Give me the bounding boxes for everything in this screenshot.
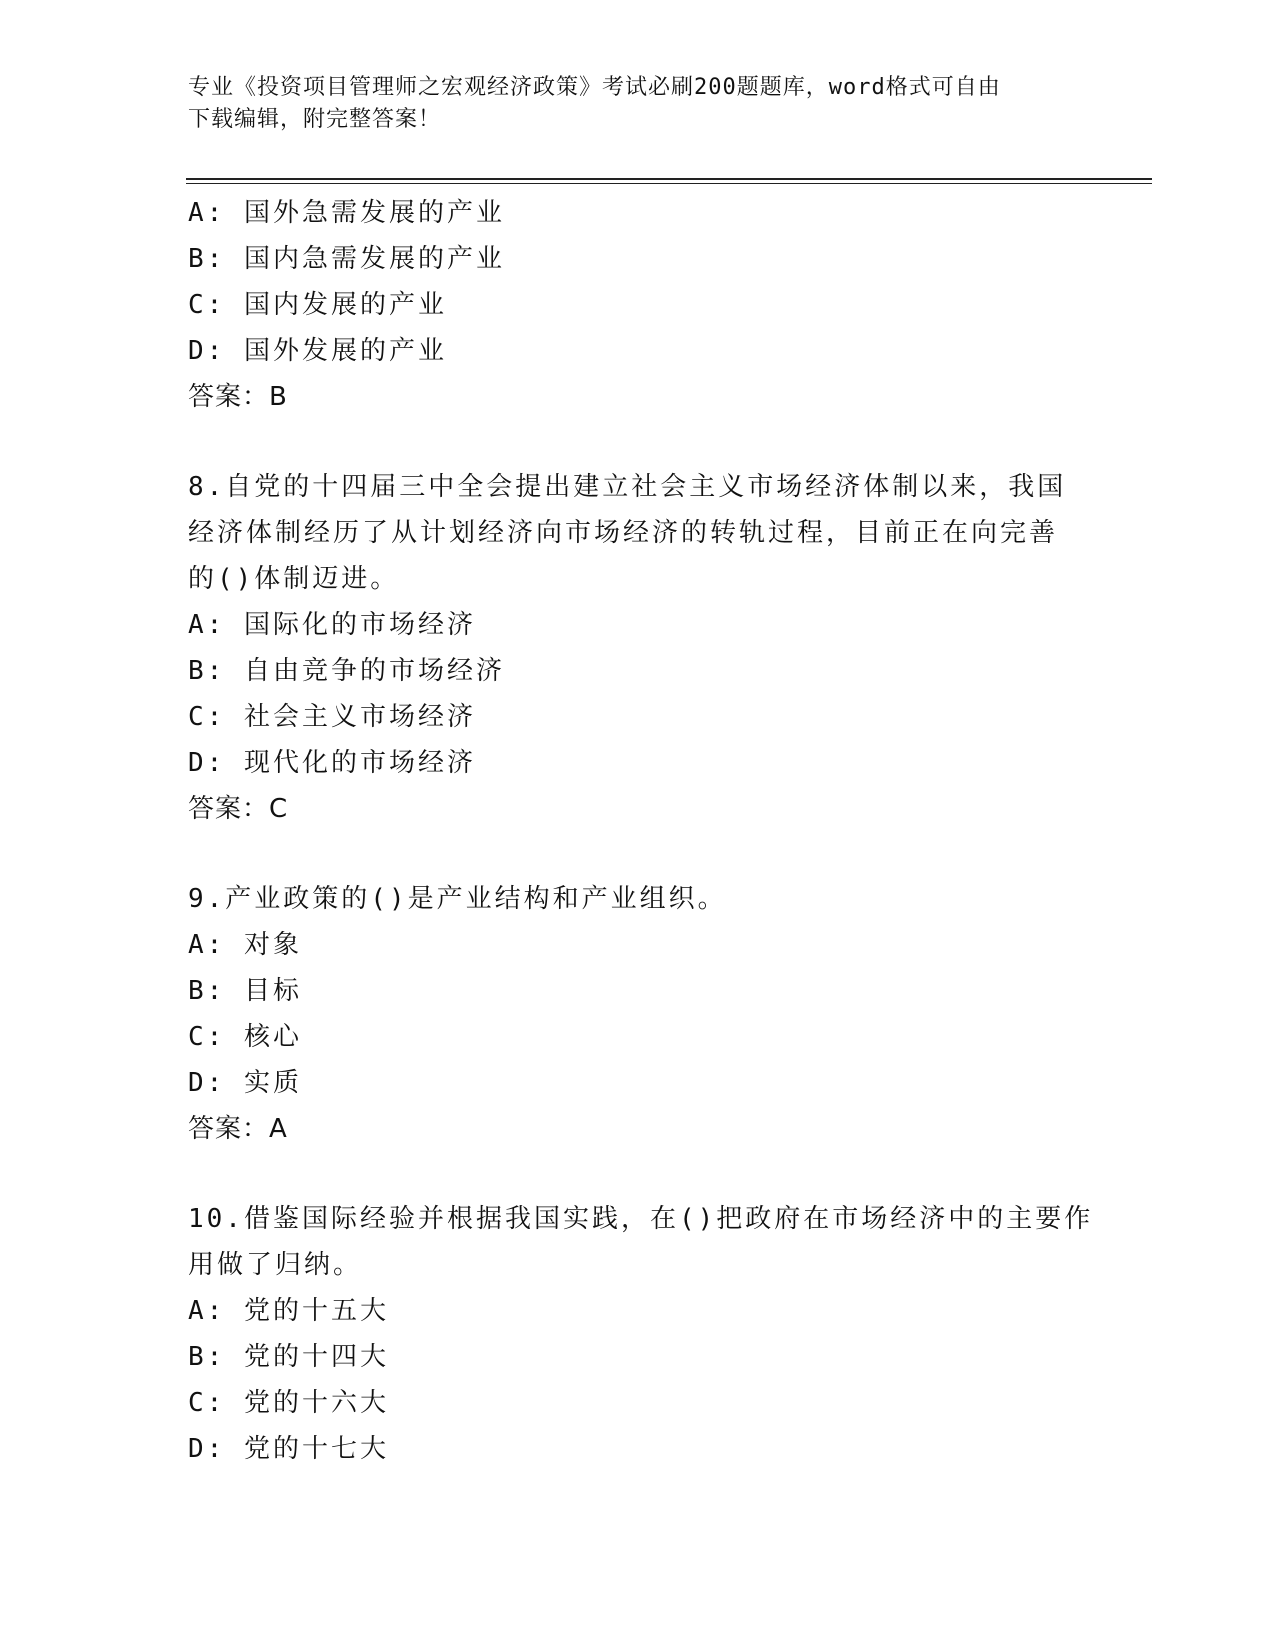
option-c: C: 核心	[188, 1022, 302, 1052]
header-line-1: 专业《投资项目管理师之宏观经济政策》考试必刷200题题库，word格式可自由	[188, 75, 1001, 100]
option-d: D: 实质	[188, 1068, 302, 1098]
option-d: D: 党的十七大	[188, 1434, 389, 1464]
option-b: B: 自由竞争的市场经济	[188, 656, 505, 686]
question-stem-line: 经济体制经历了从计划经济向市场经济的转轨过程，目前正在向完善	[188, 518, 1059, 548]
answer: 答案：C	[188, 794, 289, 824]
header-divider-thick	[186, 178, 1152, 180]
question-stem-line: 10.借鉴国际经验并根据我国实践，在()把政府在市场经济中的主要作	[188, 1204, 1094, 1234]
document-header	[188, 72, 1068, 136]
question-7	[188, 190, 1088, 420]
spacer	[188, 1152, 1088, 1196]
answer: 答案：B	[188, 382, 288, 412]
option-b: B: 目标	[188, 976, 302, 1006]
option-b: B: 党的十四大	[188, 1342, 389, 1372]
option-c: C: 社会主义市场经济	[188, 702, 476, 732]
question-stem-line: 用做了归纳。	[188, 1250, 363, 1280]
option-a: A: 对象	[188, 930, 302, 960]
question-10	[188, 1196, 1094, 1472]
option-d: D: 国外发展的产业	[188, 336, 447, 366]
option-b: B: 国内急需发展的产业	[188, 244, 505, 274]
question-9	[188, 876, 1088, 1152]
option-c: C: 国内发展的产业	[188, 290, 447, 320]
option-c: C: 党的十六大	[188, 1388, 389, 1418]
option-a: A: 党的十五大	[188, 1296, 389, 1326]
option-a: A: 国外急需发展的产业	[188, 198, 505, 228]
question-stem-line: 8.自党的十四届三中全会提出建立社会主义市场经济体制以来，我国	[188, 472, 1067, 502]
answer: 答案：A	[188, 1114, 288, 1144]
header-divider-thin	[186, 183, 1152, 184]
question-stem-line: 9.产业政策的()是产业结构和产业组织。	[188, 884, 727, 914]
header-line-2: 下载编辑，附完整答案！	[188, 107, 442, 132]
question-8	[188, 464, 1088, 832]
option-d: D: 现代化的市场经济	[188, 748, 476, 778]
option-a: A: 国际化的市场经济	[188, 610, 476, 640]
spacer	[188, 832, 1088, 876]
spacer	[188, 420, 1088, 464]
question-stem-line: 的()体制迈进。	[188, 564, 400, 594]
question-list	[188, 190, 1094, 1472]
